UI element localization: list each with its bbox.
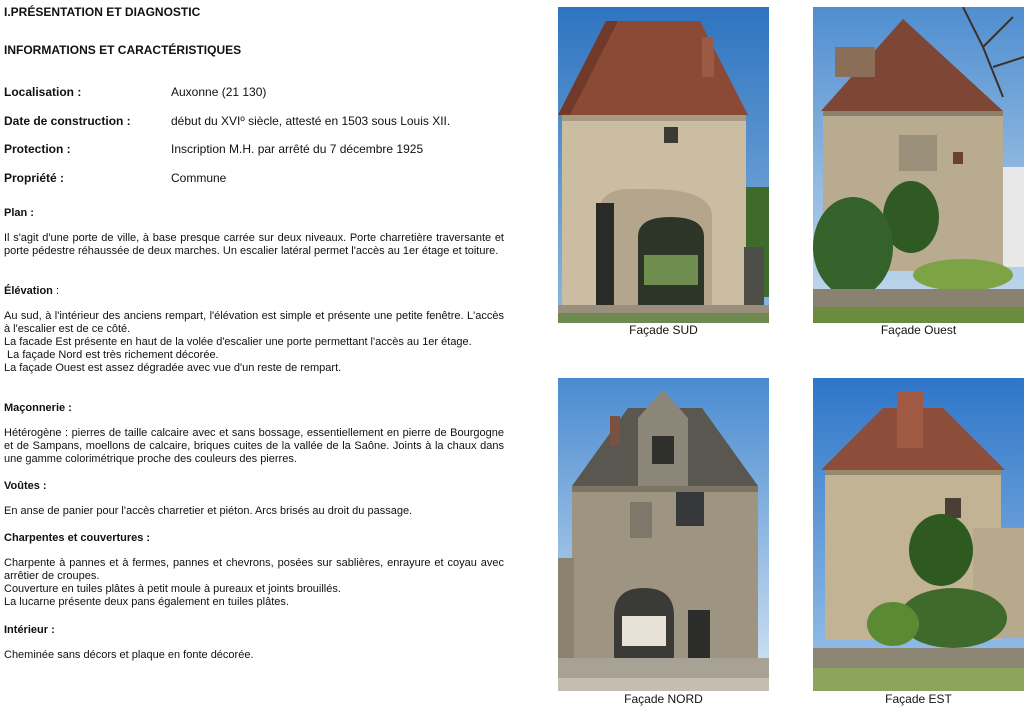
info-value: Commune xyxy=(171,171,227,185)
section-maconnerie xyxy=(4,402,504,466)
info-label: Propriété : xyxy=(4,171,65,185)
info-value: Inscription M.H. par arrêté du 7 décembre 1925 xyxy=(171,142,424,156)
caption-facade-nord: Façade NORD xyxy=(624,692,703,706)
photo-facade-sud xyxy=(558,7,769,323)
info-value: Auxonne (21 130) xyxy=(171,85,267,99)
info-row-date xyxy=(4,114,450,128)
section-title: Voûtes : xyxy=(4,480,47,492)
info-label: Protection : xyxy=(4,142,71,156)
section-title: Plan : xyxy=(4,207,34,219)
paragraph: La facade Est présente en haut de la volée d'escalier une porte permettant l'accès au 1er étage. xyxy=(4,336,472,348)
paragraph: La lucarne présente deux pans également en tuiles plâtes. xyxy=(4,596,289,608)
section-plan xyxy=(4,207,504,258)
paragraph: La façade Nord est très richement décorée. xyxy=(4,349,219,361)
section-title-text: Élévation xyxy=(4,285,53,297)
info-value: début du XVIº siècle, attesté en 1503 sous Louis XII. xyxy=(171,114,451,128)
paragraph: En anse de panier pour l'accès charretier et piéton. Arcs brisés au droit du passage. xyxy=(4,505,413,517)
section-title: Maçonnerie : xyxy=(4,402,72,414)
paragraph: Au sud, à l'intérieur des anciens rempart, l'élévation est simple et présente une petite fenêtre. L'accès à l'escalier est de ce côté. xyxy=(4,310,504,335)
paragraph: Couverture en tuiles plâtes à petit moule à pureaux et joints brouillés. xyxy=(4,583,341,595)
paragraph: Hétérogène : pierres de taille calcaire avec et sans bossage, essentiellement en pierre de Bourgogne et de Sampans, moellons de calcaire, briques cuites de la vallée de la Saône. Joints à la chaux dans une gamme colorimétrique proche des couleurs des pierres. xyxy=(4,427,504,465)
subsection-heading: INFORMATIONS ET CARACTÉRISTIQUES xyxy=(4,43,242,57)
info-row-localisation xyxy=(4,85,266,99)
info-label: Date de construction : xyxy=(4,114,131,128)
info-label: Localisation : xyxy=(4,85,82,99)
section-title-colon: : xyxy=(52,285,60,297)
photo-facade-ouest xyxy=(813,7,1024,323)
section-voutes xyxy=(4,480,504,518)
info-row-protection xyxy=(4,142,423,156)
paragraph: Il s'agit d'une porte de ville, à base presque carrée sur deux niveaux. Porte charretière traversante et porte pédestre réhaussée de deux marches. Un escalier latéral permet l'accès au 1er étage et toiture. xyxy=(4,232,504,257)
paragraph: La façade Ouest est assez dégradée avec vue d'un reste de rempart. xyxy=(4,362,342,374)
photo-facade-est xyxy=(813,378,1024,691)
section-interieur xyxy=(4,624,504,662)
caption-facade-ouest: Façade Ouest xyxy=(880,323,957,337)
section-charpentes xyxy=(4,532,504,609)
section-title: Charpentes et couvertures : xyxy=(4,532,151,544)
section-heading: I.PRÉSENTATION ET DIAGNOSTIC xyxy=(4,5,201,19)
section-elevation xyxy=(4,285,504,375)
info-row-propriete xyxy=(4,171,226,185)
caption-facade-est: Façade EST xyxy=(885,692,952,706)
paragraph: Cheminée sans décors et plaque en fonte décorée. xyxy=(4,649,254,661)
paragraph: Charpente à pannes et à fermes, pannes et chevrons, posées sur sablières, enrayure et coyau avec arrêtier de croupes. xyxy=(4,557,504,582)
caption-facade-sud: Façade SUD xyxy=(629,323,698,337)
section-title xyxy=(4,285,504,298)
section-title: Intérieur : xyxy=(4,624,55,636)
photo-facade-nord xyxy=(558,378,769,691)
